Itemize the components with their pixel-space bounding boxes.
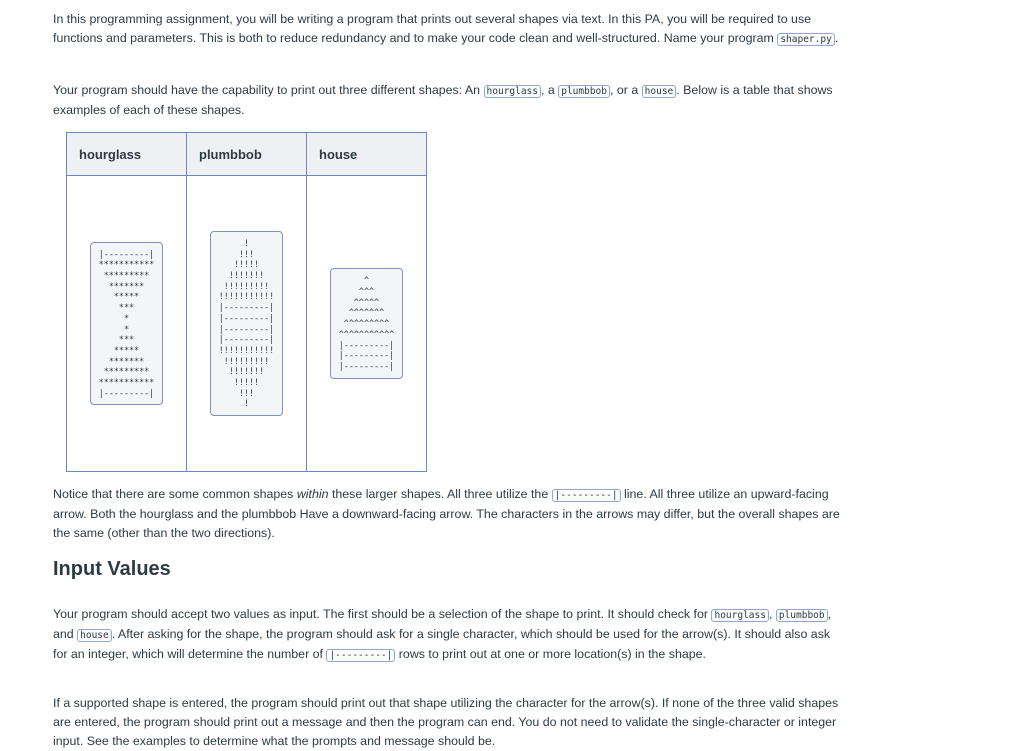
input-values-heading: Input Values <box>53 558 171 580</box>
input-text-3: , and <box>53 607 832 641</box>
dash-line-code: |---------| <box>552 489 621 502</box>
input-text-2: , <box>768 607 776 621</box>
shapes-intro-text-1: Your program should have the capability to print out three different shapes: An <box>53 83 484 97</box>
header-house: house <box>307 133 427 176</box>
input-plumbbob-code: plumbbob <box>776 609 828 622</box>
filename-code: shaper.py <box>777 33 834 46</box>
hourglass-shape: |---------| *********** ********* ******* ***** *** * * *** ***** ******* ********* *********** |---------| <box>90 242 163 406</box>
input-dash-line-code: |---------| <box>326 649 395 662</box>
intro-text-2: . <box>834 31 839 45</box>
shapes-table <box>66 132 427 472</box>
table-header-row <box>67 133 427 176</box>
cell-hourglass <box>67 176 187 472</box>
input-paragraph <box>53 605 843 665</box>
notice-text-2: these larger shapes. All three utilize the <box>328 487 552 501</box>
supported-paragraph: If a supported shape is entered, the program should print out that shape utilizing the character for the arrow(s). If none of the three valid shapes are entered, the program should print out a message and then the program can end. You do not need to validate the single-character or integer input. See the examples to determine what the prompts and message should be. <box>53 696 839 748</box>
cell-plumbbob <box>187 176 307 472</box>
house-code: house <box>642 85 677 98</box>
input-text-4: . After asking for the shape, the program should ask for a single character, which should be used for the arrow(s). It should also ask for an integer, which will determine the number of <box>53 627 831 661</box>
notice-text-3: line. All three utilize an upward-facing arrow. Both the hourglass and the plumbbob Have a downward-facing arrow. The characters in the arrows may differ, but the overall shapes are the same (other than the two directions). <box>53 487 840 540</box>
header-hourglass: hourglass <box>67 133 187 176</box>
shapes-intro-text-4: . Below is a table that shows examples of each of these shapes. <box>53 83 833 117</box>
plumbbob-code: plumbbob <box>558 85 610 98</box>
house-shape: ^ ^^^ ^^^^^ ^^^^^^^ ^^^^^^^^^ ^^^^^^^^^^^ |---------| |---------| |---------| <box>330 268 403 378</box>
shapes-intro-paragraph <box>53 81 843 120</box>
shapes-intro-text-3: , or a <box>609 83 642 97</box>
cell-house <box>307 176 427 472</box>
input-hourglass-code: hourglass <box>711 609 768 622</box>
notice-paragraph <box>53 485 843 543</box>
intro-text-1: In this programming assignment, you will be writing a program that prints out several shapes via text. In this PA, you will be required to use functions and parameters. This is both to reduce redundancy and to make your code clean and well-structured. Name your program <box>53 12 812 45</box>
header-plumbbob: plumbbob <box>187 133 307 176</box>
input-text-1: Your program should accept two values as input. The first should be a selection of the shape to print. It should check for <box>53 607 712 621</box>
notice-text-1: Notice that there are some common shapes <box>53 487 297 501</box>
hourglass-code: hourglass <box>484 85 541 98</box>
table-row <box>67 176 427 472</box>
input-text-5: rows to print out at one or more location(s) in the shape. <box>395 647 706 661</box>
plumbbob-shape: ! !!! !!!!! !!!!!!! !!!!!!!!! !!!!!!!!!!! |---------| |---------| |---------| |---------| !!!!!!!!!!! !!!!!!!!! !!!!!!! !!!!! !!! ! <box>210 231 283 416</box>
input-house-code: house <box>77 629 112 642</box>
intro-paragraph <box>53 10 843 49</box>
notice-emphasis: within <box>296 487 329 501</box>
shapes-intro-text-2: , a <box>541 83 559 97</box>
